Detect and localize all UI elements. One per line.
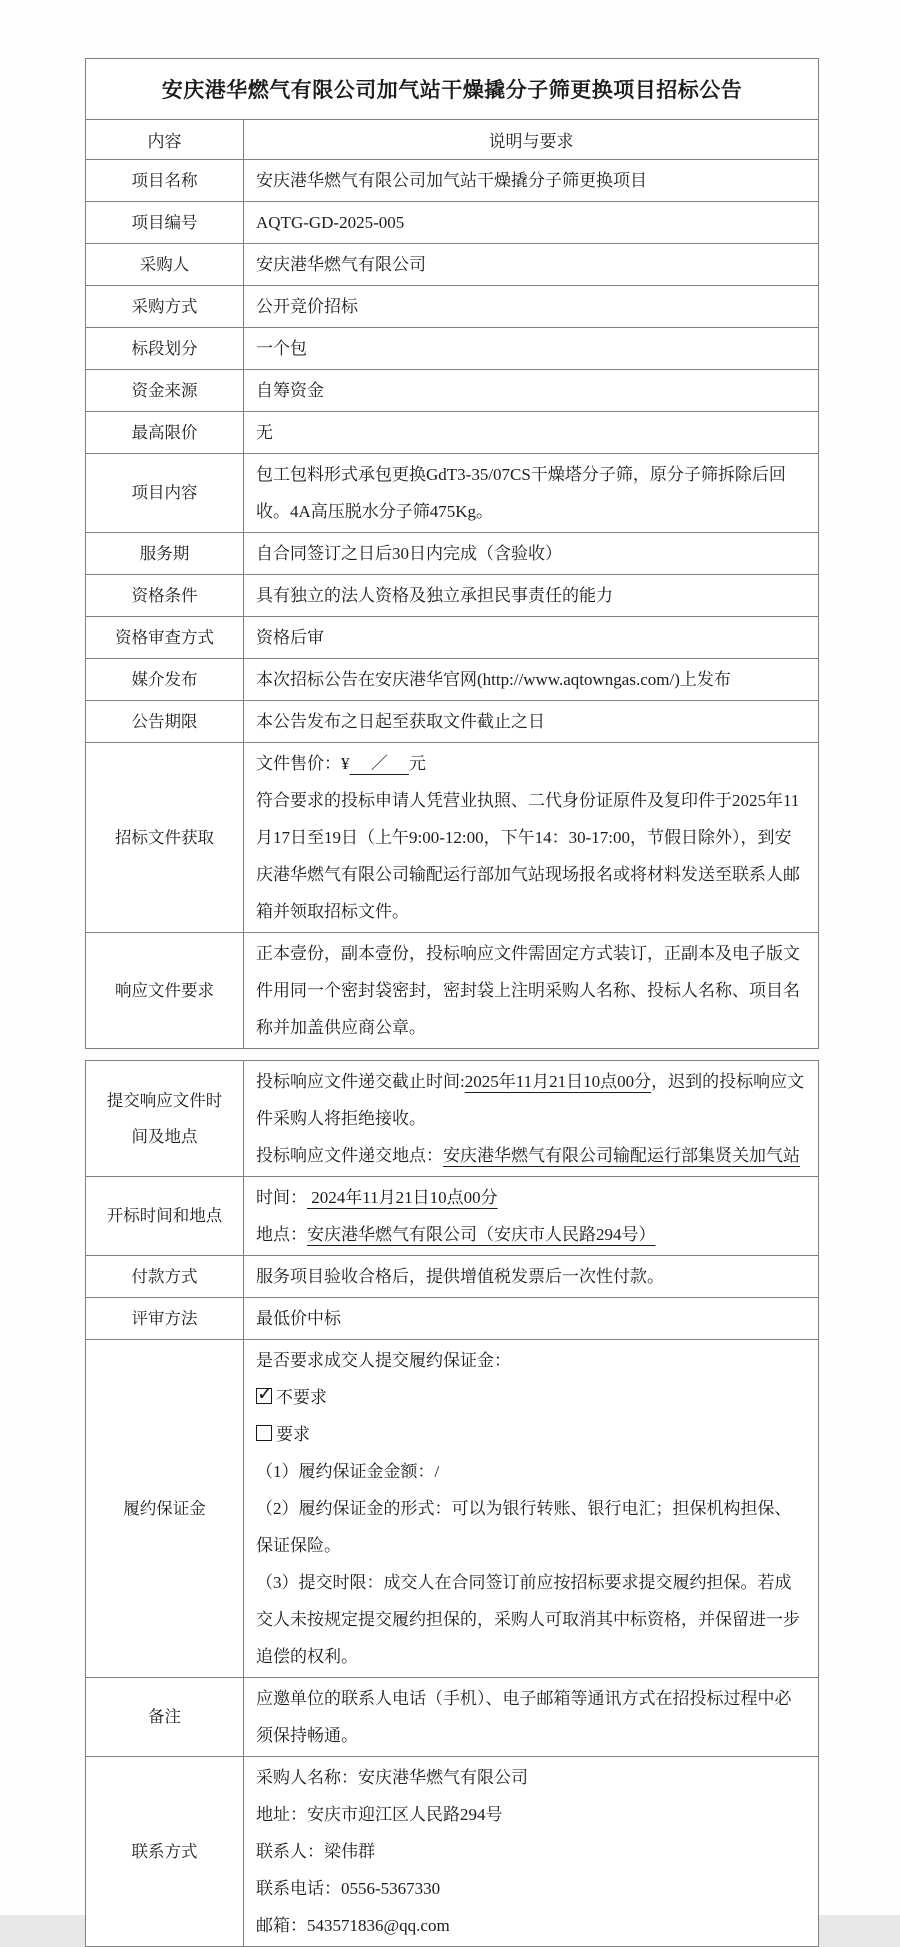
table-row [86,701,819,743]
paragraph [256,162,806,199]
row-label: 标段划分 [86,328,244,370]
row-label: 响应文件要求 [86,933,244,1049]
table-row [86,575,819,617]
row-value [244,933,819,1049]
text-segment: 2025年11月21日10点00分 [464,1072,652,1091]
text-segment: 应邀单位的联系人电话（手机）、电子邮箱等通讯方式在招投标过程中必须保持畅通。 [256,1689,792,1745]
text-segment: 地址：安庆市迎江区人民路294号 [256,1805,503,1824]
table-row [86,202,819,244]
row-value [244,1757,819,1947]
table-row [86,370,819,412]
paragraph [256,1833,806,1870]
paragraph [256,246,806,283]
text-segment: 邮箱：543571836@qq.com [256,1916,450,1935]
table-row [86,1757,819,1947]
row-value [244,1340,819,1678]
text-segment: 最低价中标 [256,1309,341,1328]
paragraph [256,1137,806,1174]
paragraph [256,1870,806,1907]
paragraph [256,703,806,740]
text-segment: 是否要求成交人提交履约保证金： [256,1351,511,1370]
paragraph [256,1680,806,1754]
paragraph [256,1796,806,1833]
text-segment: （2）履约保证金的形式：可以为银行转账、银行电汇；担保机构担保、保证保险。 [256,1499,792,1555]
row-value [244,1177,819,1256]
text-segment: 2024年11月21日10点00分 [307,1188,498,1207]
paragraph [256,1416,806,1453]
text-segment: 元 [409,754,426,773]
table-row [86,1061,819,1177]
row-value [244,1298,819,1340]
row-value [244,743,819,933]
table-row [86,454,819,533]
table-row [86,1298,819,1340]
row-value [244,370,819,412]
paragraph [256,782,806,930]
row-label: 资格条件 [86,575,244,617]
text-segment: （3）提交时限：成交人在合同签订前应按招标要求提交履约担保。若成交人未按规定提交履约担保的，采购人可取消其中标资格，并保留进一步追偿的权利。 [256,1573,800,1666]
row-value [244,701,819,743]
text-segment: ，迟到的投标响应文件采购人将拒绝接收。 [256,1072,805,1128]
row-value [244,412,819,454]
table-row [86,1256,819,1298]
row-label: 付款方式 [86,1256,244,1298]
paragraph [256,1179,806,1216]
table-row [86,328,819,370]
announcement-document [85,58,818,1947]
row-label: 项目编号 [86,202,244,244]
table-row [86,533,819,575]
checkbox-unchecked-icon [256,1425,272,1441]
paragraph [256,535,806,572]
text-segment: 本公告发布之日起至获取文件截止之日 [256,712,545,731]
row-label: 最高限价 [86,412,244,454]
row-label: 提交响应文件时间及地点 [86,1061,244,1177]
text-segment: 自筹资金 [256,381,324,400]
row-value [244,533,819,575]
paragraph [256,1453,806,1490]
paragraph [256,661,806,698]
row-label: 联系方式 [86,1757,244,1947]
text-segment: AQTG-GD-2025-005 [256,213,405,232]
paragraph [256,1342,806,1379]
column-header-content: 内容 [86,120,244,160]
paragraph [256,619,806,656]
paragraph [256,372,806,409]
table-row [86,1177,819,1256]
row-label: 采购方式 [86,286,244,328]
paragraph [256,1063,806,1137]
text-segment: 联系电话：0556-5367330 [256,1879,441,1898]
paragraph [256,204,806,241]
row-value [244,454,819,533]
text-segment: 不要求 [276,1388,327,1407]
paragraph [256,577,806,614]
text-segment: 地点： [256,1225,307,1244]
table-row [86,412,819,454]
paragraph [256,1379,806,1416]
text-segment: 要求 [276,1425,310,1444]
page-title: 安庆港华燃气有限公司加气站干燥撬分子筛更换项目招标公告 [86,59,819,120]
paragraph [256,1258,806,1295]
text-segment: 公开竞价招标 [256,297,358,316]
table-row [86,286,819,328]
table-row [86,1678,819,1757]
announcement-table-secondary [85,1060,819,1947]
text-segment: 自合同签订之日后30日内完成（含验收） [256,544,562,563]
table-row [86,244,819,286]
paragraph [256,935,806,1046]
column-header-requirements: 说明与要求 [244,120,819,160]
table-row [86,617,819,659]
table-row [86,1340,819,1678]
paragraph [256,1490,806,1564]
title-row [86,59,819,120]
text-segment: 安庆港华燃气有限公司 [256,255,426,274]
text-segment: ／ [349,754,409,773]
paragraph [256,456,806,530]
row-label: 媒介发布 [86,659,244,701]
row-value [244,328,819,370]
paragraph [256,1759,806,1796]
text-segment: （1）履约保证金金额：/ [256,1462,440,1481]
text-segment: 联系人：梁伟群 [256,1842,375,1861]
row-value [244,1256,819,1298]
row-label: 备注 [86,1678,244,1757]
row-value [244,286,819,328]
text-segment: 正本壹份，副本壹份，投标响应文件需固定方式装订，正副本及电子版文件用同一个密封袋密封，密封袋上注明采购人名称、投标人名称、项目名称并加盖供应商公章。 [256,944,800,1037]
column-header-row [86,120,819,160]
row-label: 资金来源 [86,370,244,412]
row-value [244,617,819,659]
text-segment: 安庆港华燃气有限公司输配运行部集贤关加气站 [443,1146,800,1165]
paragraph [256,1907,806,1944]
text-segment: 包工包料形式承包更换GdT3-35/07CS干燥塔分子筛，原分子筛拆除后回收。4A高压脱水分子筛475Kg。 [256,465,786,521]
paragraph [256,745,806,782]
paragraph [256,1564,806,1675]
row-label: 评审方法 [86,1298,244,1340]
row-label: 招标文件获取 [86,743,244,933]
row-label: 履约保证金 [86,1340,244,1678]
paragraph [256,1300,806,1337]
row-value [244,575,819,617]
row-label: 采购人 [86,244,244,286]
row-label: 公告期限 [86,701,244,743]
text-segment: 采购人名称：安庆港华燃气有限公司 [256,1768,528,1787]
row-label: 资格审查方式 [86,617,244,659]
row-label: 服务期 [86,533,244,575]
row-label: 开标时间和地点 [86,1177,244,1256]
paragraph [256,330,806,367]
text-segment: 本次招标公告在安庆港华官网(http://www.aqtowngas.com/)上发布 [256,670,731,689]
text-segment: 服务项目验收合格后，提供增值税发票后一次性付款。 [256,1267,664,1286]
row-value [244,1061,819,1177]
text-segment: 符合要求的投标申请人凭营业执照、二代身份证原件及复印件于2025年11月17日至19日（上午9:00-12:00，下午14：30-17:00，节假日除外），到安庆港华燃气有限公司输配运行部加气站现场报名或将材料发送至联系人邮箱并领取招标文件。 [256,791,800,921]
paragraph [256,414,806,451]
table-gap [85,1049,818,1060]
table-row [86,933,819,1049]
text-segment: 投标响应文件递交截止时间: [256,1072,465,1091]
text-segment: 无 [256,423,273,442]
text-segment: 具有独立的法人资格及独立承担民事责任的能力 [256,586,613,605]
paragraph [256,1216,806,1253]
row-value [244,1678,819,1757]
text-segment: 安庆港华燃气有限公司加气站干燥撬分子筛更换项目 [256,171,647,190]
text-segment: 文件售价：¥ [256,754,350,773]
table-row [86,160,819,202]
checkbox-checked-icon [256,1388,272,1404]
row-value [244,202,819,244]
table-row [86,659,819,701]
row-value [244,659,819,701]
table-row [86,743,819,933]
row-value [244,244,819,286]
row-label: 项目内容 [86,454,244,533]
announcement-table-main [85,58,819,1049]
paragraph [256,288,806,325]
text-segment: 资格后审 [256,628,324,647]
text-segment: 安庆港华燃气有限公司（安庆市人民路294号） [307,1225,656,1244]
text-segment: 一个包 [256,339,307,358]
row-label: 项目名称 [86,160,244,202]
row-value [244,160,819,202]
text-segment: 投标响应文件递交地点： [256,1146,443,1165]
text-segment: 时间： [256,1188,307,1207]
